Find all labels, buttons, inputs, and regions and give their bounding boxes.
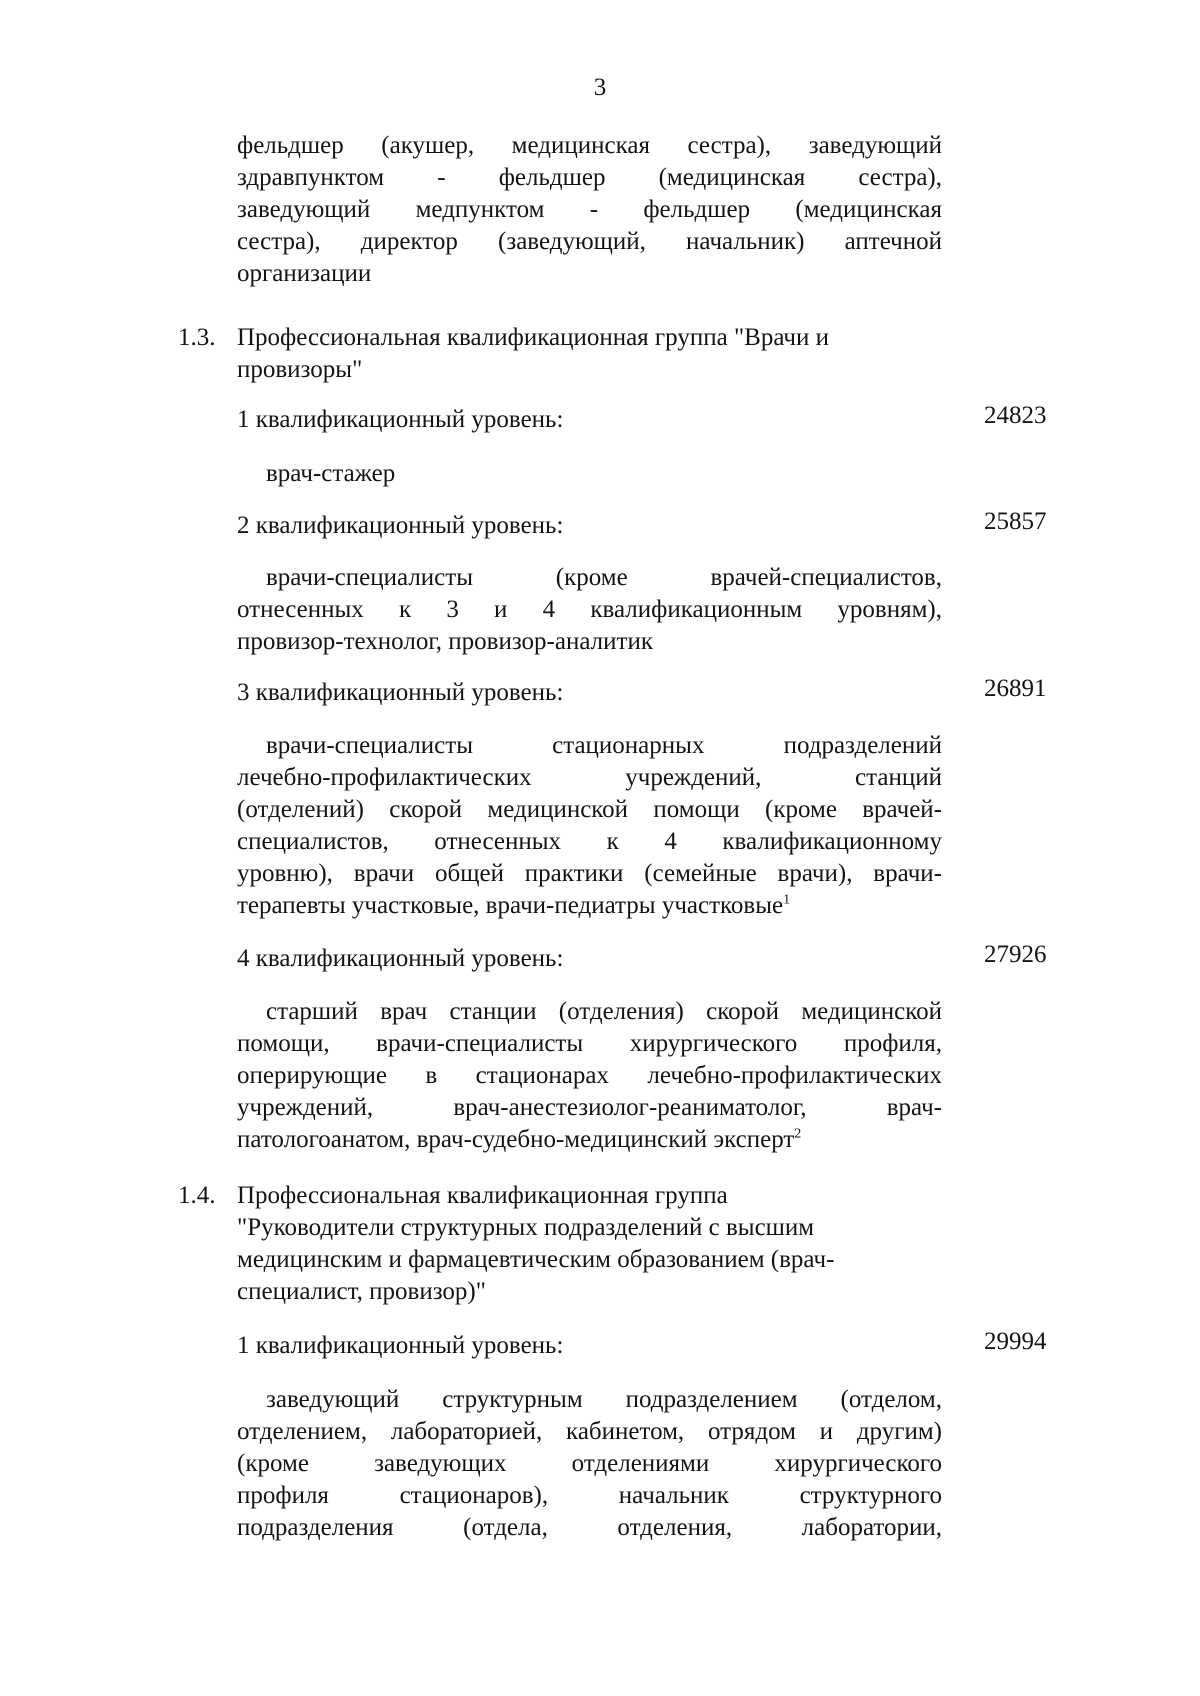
text-line: провизор-технолог, провизор-аналитик xyxy=(237,628,653,655)
level-description xyxy=(237,730,942,922)
text-line-content: терапевты участковые, врачи-педиатры участковые xyxy=(237,892,784,919)
level-description xyxy=(266,458,942,490)
title-line: Профессиональная квалификационная группа xyxy=(237,1182,728,1209)
text-line xyxy=(237,1124,942,1156)
salary-value: 26891 xyxy=(984,675,1047,702)
continuation-paragraph xyxy=(237,130,942,290)
footnote-marker: 2 xyxy=(794,1126,802,1142)
level-label: 1 квалификационный уровень: xyxy=(237,1332,564,1359)
salary-value: 27926 xyxy=(984,941,1047,968)
section-number-1-4: 1.4. xyxy=(178,1182,216,1209)
text-line: здравпунктом - фельдшер (медицинская сестра), xyxy=(237,164,942,191)
text-line-content: патологоанатом, врач-судебно-медицинский эксперт xyxy=(237,1126,795,1153)
text-line: врачи-специалисты стационарных подразделений xyxy=(266,732,942,759)
text-line: профиля стационаров), начальник структурного xyxy=(237,1482,942,1509)
title-line: специалист, провизор)" xyxy=(237,1278,486,1305)
level-label: 4 квалификационный уровень: xyxy=(237,945,564,972)
text-line: специалистов, отнесенных к 4 квалификационному xyxy=(237,828,942,855)
text-line: заведующий структурным подразделением (отделом, xyxy=(266,1386,942,1413)
level-description xyxy=(237,562,942,658)
title-line: провизоры" xyxy=(237,356,363,383)
text-line: отнесенных к 3 и 4 квалификационным уровням), xyxy=(237,596,942,623)
text-line: подразделения (отдела, отделения, лаборатории, xyxy=(237,1514,942,1541)
text-line: врачи-специалисты (кроме врачей-специалистов, xyxy=(266,564,942,591)
level-label: 1 квалификационный уровень: xyxy=(237,406,564,433)
text-line: лечебно-профилактических учреждений, станций xyxy=(237,764,942,791)
page-number: 3 xyxy=(593,74,607,101)
text-line: организации xyxy=(237,260,372,287)
text-line: (отделений) скорой медицинской помощи (кроме врачей- xyxy=(237,796,942,823)
text-line: учреждений, врач-анестезиолог-реаниматолог, врач- xyxy=(237,1094,942,1121)
level-description xyxy=(237,996,942,1156)
salary-value: 25857 xyxy=(984,508,1047,535)
footnote-marker: 1 xyxy=(783,892,791,908)
title-line: "Руководители структурных подразделений с высшим xyxy=(237,1214,815,1241)
text-line: врач-стажер xyxy=(266,460,396,487)
salary-value: 24823 xyxy=(984,402,1047,429)
text-line: фельдшер (акушер, медицинская сестра), заведующий xyxy=(237,132,942,159)
text-line: сестра), директор (заведующий, начальник) аптечной xyxy=(237,228,942,255)
text-line: оперирующие в стационарах лечебно-профилактических xyxy=(237,1062,942,1089)
title-line: Профессиональная квалификационная группа "Врачи и xyxy=(237,324,830,351)
salary-value: 29994 xyxy=(984,1328,1047,1355)
level-description xyxy=(237,1384,942,1544)
text-line: отделением, лабораторией, кабинетом, отрядом и другим) xyxy=(237,1418,942,1445)
text-line: (кроме заведующих отделениями хирургического xyxy=(237,1450,942,1477)
text-line: старший врач станции (отделения) скорой медицинской xyxy=(266,998,942,1025)
section-title-1-4 xyxy=(237,1180,942,1308)
title-line: медицинским и фармацевтическим образованием (врач- xyxy=(237,1246,835,1273)
text-line: помощи, врачи-специалисты хирургического профиля, xyxy=(237,1030,942,1057)
level-label: 3 квалификационный уровень: xyxy=(237,679,564,706)
text-line: заведующий медпунктом - фельдшер (медицинская xyxy=(237,196,942,223)
level-label: 2 квалификационный уровень: xyxy=(237,512,564,539)
text-line xyxy=(237,890,942,922)
section-number-1-3: 1.3. xyxy=(178,324,216,351)
section-title-1-3 xyxy=(237,322,942,386)
text-line: уровню), врачи общей практики (семейные врачи), врачи- xyxy=(237,860,942,887)
